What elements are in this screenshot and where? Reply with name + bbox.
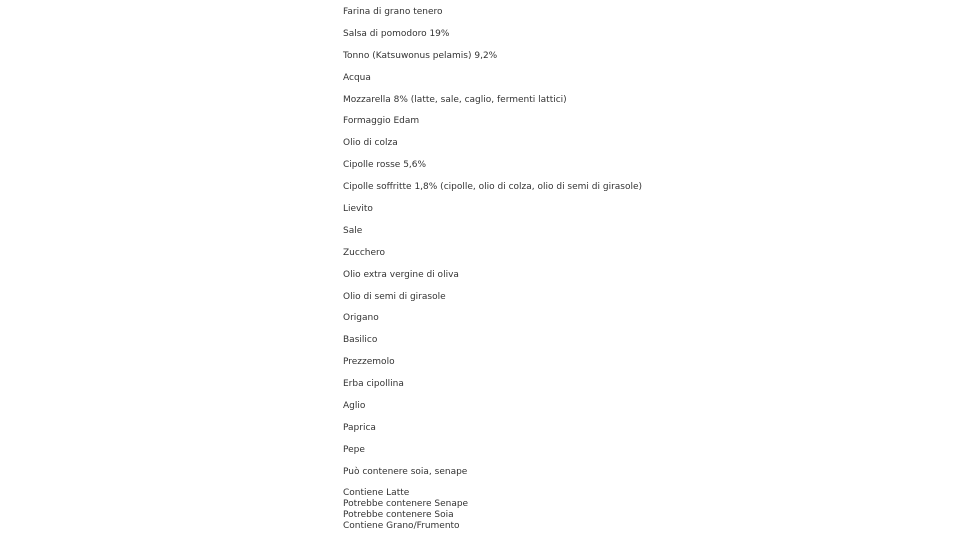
ingredient-item: Sale xyxy=(343,225,363,236)
allergen-item: Contiene Grano/Frumento xyxy=(343,521,460,531)
ingredient-item: Tonno (Katsuwonus pelamis) 9,2% xyxy=(343,50,498,61)
ingredient-item: Formaggio Edam xyxy=(343,116,420,127)
ingredient-item: Pepe xyxy=(343,444,365,455)
ingredient-item: Mozzarella 8% (latte, sale, caglio, fermenti lattici) xyxy=(343,94,567,105)
ingredient-item: Acqua xyxy=(343,72,371,83)
ingredient-item: Salsa di pomodoro 19% xyxy=(343,28,450,39)
ingredient-item: Prezzemolo xyxy=(343,357,395,368)
ingredient-item: Paprica xyxy=(343,422,376,433)
allergen-item: Potrebbe contenere Senape xyxy=(343,499,469,509)
ingredient-item: Olio di semi di girasole xyxy=(343,291,446,302)
allergens-list xyxy=(343,488,468,532)
ingredient-item: Erba cipollina xyxy=(343,379,404,390)
ingredient-item: Zucchero xyxy=(343,247,386,258)
allergen-item: Potrebbe contenere Soia xyxy=(343,510,454,520)
ingredient-item: Origano xyxy=(343,313,379,324)
ingredient-item: Farina di grano tenero xyxy=(343,7,443,17)
ingredient-item: Basilico xyxy=(343,335,378,346)
may-contain-note: Può contenere soia, senape xyxy=(343,466,468,477)
ingredient-item: Cipolle soffritte 1,8% (cipolle, olio di colza, olio di semi di girasole) xyxy=(343,182,643,193)
ingredient-item: Olio extra vergine di oliva xyxy=(343,269,459,280)
ingredient-item: Cipolle rosse 5,6% xyxy=(343,160,427,171)
ingredient-item: Olio di colza xyxy=(343,138,398,149)
ingredients-list xyxy=(343,7,642,489)
ingredient-item: Aglio xyxy=(343,401,366,412)
allergen-item: Contiene Latte xyxy=(343,488,410,498)
ingredient-item: Lievito xyxy=(343,204,373,215)
